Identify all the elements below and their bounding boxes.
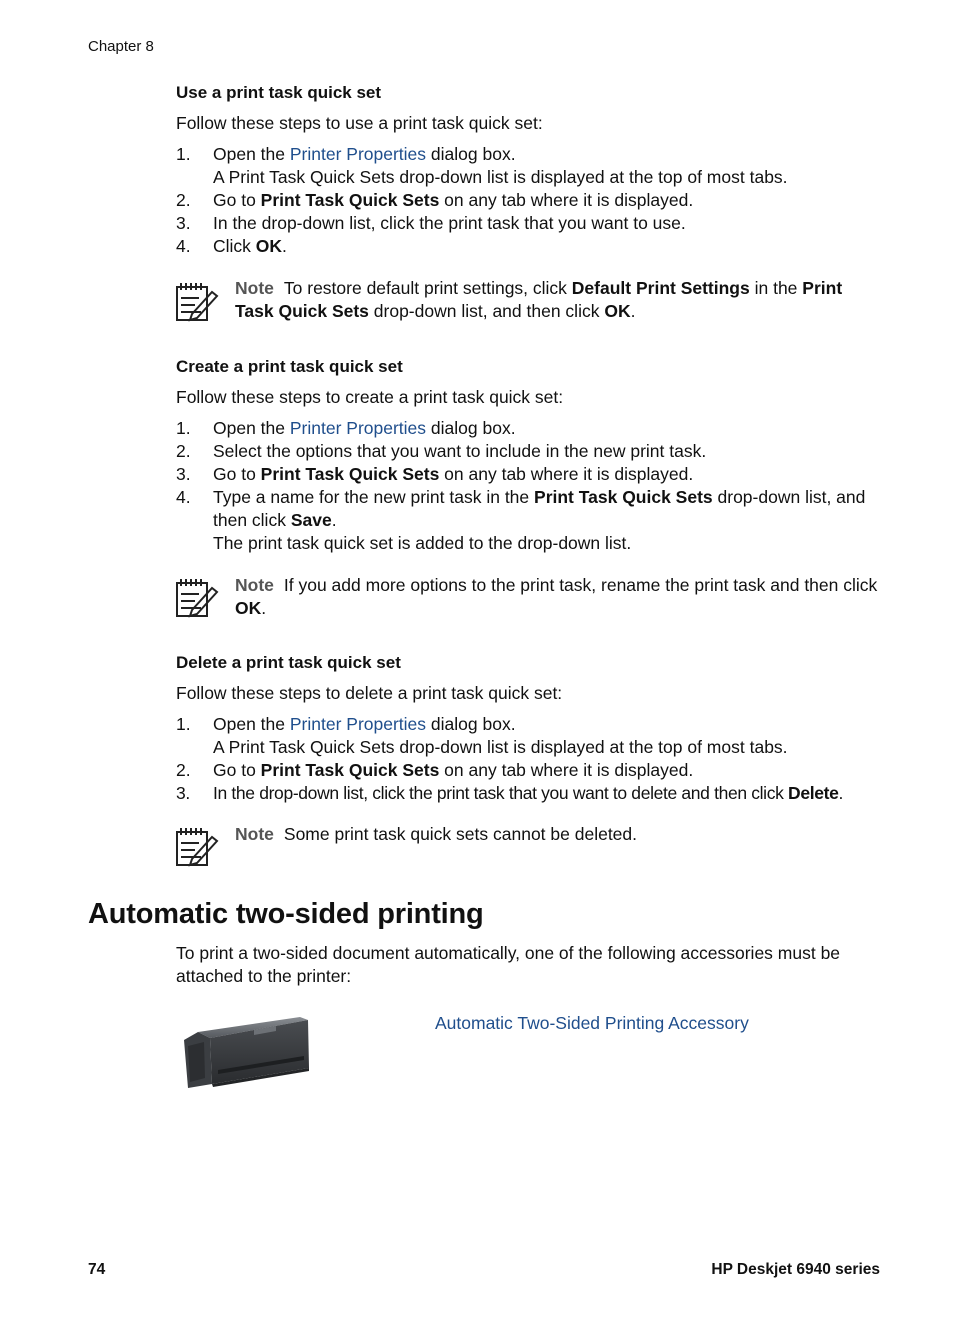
- auto-intro: To print a two-sided document automatically, one of the following accessories must be attached to the printer:: [176, 943, 841, 986]
- use-intro: Follow these steps to use a print task quick set:: [176, 113, 543, 133]
- list-item: 4. Type a name for the new print task in the Print Task Quick Sets drop-down list, and then click Save. The print task quick set is added to the drop-down list.: [176, 487, 866, 553]
- duplex-accessory-image: [180, 1012, 314, 1092]
- list-item: 1. Open the Printer Properties dialog box. A Print Task Quick Sets drop-down list is displayed at the top of most tabs.: [176, 144, 788, 187]
- heading-delete-quick-set: Delete a print task quick set: [176, 653, 401, 672]
- heading-automatic-two-sided: Automatic two-sided printing: [88, 898, 484, 930]
- product-name: HP Deskjet 6940 series: [711, 1261, 880, 1278]
- chapter-header: Chapter 8: [88, 38, 154, 55]
- page-number: 74: [88, 1261, 106, 1278]
- note-icon: [174, 280, 220, 324]
- list-item: 3. Go to Print Task Quick Sets on any tab where it is displayed.: [176, 464, 694, 484]
- printer-properties-link[interactable]: Printer Properties: [289, 144, 427, 164]
- note-icon: [174, 825, 220, 869]
- note-rename-task: Note If you add more options to the print task, rename the print task and then click OK.: [235, 575, 878, 618]
- delete-intro: Follow these steps to delete a print task quick set:: [176, 683, 563, 703]
- delete-steps-list: [176, 713, 886, 805]
- list-item: 1. Open the Printer Properties dialog box. A Print Task Quick Sets drop-down list is displayed at the top of most tabs.: [176, 714, 788, 757]
- use-steps-list: [176, 143, 886, 258]
- printer-properties-link[interactable]: Printer Properties: [289, 418, 427, 438]
- list-item: 2. Go to Print Task Quick Sets on any tab where it is displayed.: [176, 190, 694, 210]
- printer-properties-link[interactable]: Printer Properties: [289, 714, 427, 734]
- heading-create-quick-set: Create a print task quick set: [176, 357, 403, 376]
- list-item: 2. Select the options that you want to include in the new print task.: [176, 441, 707, 461]
- list-item: 1. Open the Printer Properties dialog box.: [176, 418, 516, 438]
- note-cannot-delete: Note Some print task quick sets cannot be deleted.: [235, 824, 638, 844]
- heading-use-quick-set: Use a print task quick set: [176, 83, 382, 102]
- list-item: 3. In the drop-down list, click the print task that you want to delete and then click Delete.: [176, 783, 843, 803]
- list-item: 3. In the drop-down list, click the print task that you want to use.: [176, 213, 686, 233]
- list-item: 4. Click OK.: [176, 236, 287, 256]
- list-item: 2. Go to Print Task Quick Sets on any tab where it is displayed.: [176, 760, 694, 780]
- note-icon: [174, 576, 220, 620]
- create-intro: Follow these steps to create a print task quick set:: [176, 387, 564, 407]
- create-steps-list: [176, 417, 886, 555]
- two-sided-accessory-link[interactable]: Automatic Two-Sided Printing Accessory: [435, 1013, 749, 1033]
- note-restore-default: Note To restore default print settings, click Default Print Settings in the Print Task Quick Sets drop-down list, and then click OK.: [235, 278, 843, 321]
